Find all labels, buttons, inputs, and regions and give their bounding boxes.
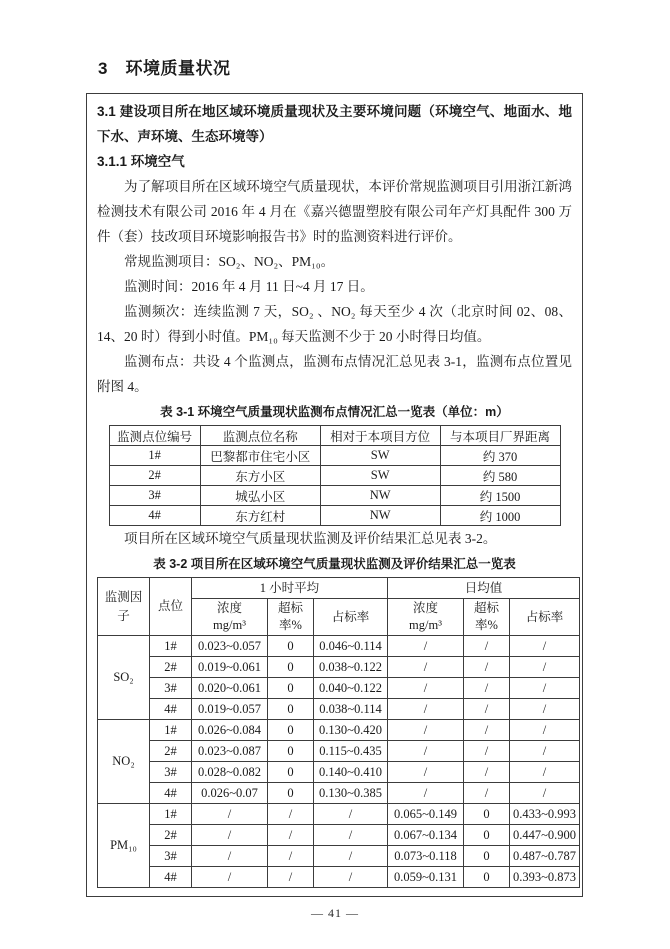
- table-cell: 0.130~0.420: [314, 720, 388, 741]
- table2-title: 表 3-2 项目所在区域环境空气质量现状监测及评价结果汇总一览表: [153, 557, 516, 571]
- table-cell: 城弘小区: [200, 486, 320, 506]
- table-cell: 0.130~0.385: [314, 783, 388, 804]
- column-header: 与本项目厂界距离: [440, 426, 560, 446]
- table-row: [98, 720, 580, 741]
- table-row: [98, 762, 580, 783]
- table-cell: /: [388, 783, 464, 804]
- table2-body: [98, 636, 580, 888]
- table-cell: /: [268, 825, 314, 846]
- table-cell: 0.067~0.134: [388, 825, 464, 846]
- table-cell: /: [510, 657, 580, 678]
- table-row: [98, 699, 580, 720]
- column-subheader: 占标率: [314, 599, 388, 636]
- table-cell: /: [464, 783, 510, 804]
- column-header: 相对于本项目方位: [320, 426, 440, 446]
- table-cell: /: [314, 825, 388, 846]
- paragraph-intro: 为了解项目所在区域环境空气质量现状，本评价常规监测项目引用浙江新鸿检测技术有限公司 2016 年 4 月在《嘉兴德盟塑胶有限公司年产灯具配件 300 万件（套）技改项目环境影响报告书》时的监测资料进行评价。: [97, 179, 572, 244]
- table-cell: /: [192, 804, 268, 825]
- table-cell: /: [388, 678, 464, 699]
- table-cell: 0.393~0.873: [510, 867, 580, 888]
- table-cell: 0.038~0.122: [314, 657, 388, 678]
- table-cell: 2#: [150, 825, 192, 846]
- table-cell: 0: [268, 762, 314, 783]
- table-cell: 0.040~0.122: [314, 678, 388, 699]
- column-header: 监测点位名称: [200, 426, 320, 446]
- table-cell: 0.487~0.787: [510, 846, 580, 867]
- monitoring-points-table: [109, 425, 561, 526]
- table-cell: 0.447~0.900: [510, 825, 580, 846]
- table-cell: 0: [268, 741, 314, 762]
- table-cell: /: [388, 741, 464, 762]
- paragraph-monitoring-time: 监测时间：2016 年 4 月 11 日~4 月 17 日。: [124, 279, 374, 294]
- column-header: 监测点位编号: [109, 426, 200, 446]
- table-cell: 2#: [150, 657, 192, 678]
- table-cell: 巴黎都市住宅小区: [200, 446, 320, 466]
- table-row: [98, 636, 580, 657]
- table1-header: [109, 426, 560, 446]
- table-row: [109, 486, 560, 506]
- table-cell: 0: [464, 825, 510, 846]
- table-cell: 0.046~0.114: [314, 636, 388, 657]
- factor-cell: PM₁₀: [98, 804, 150, 888]
- table-cell: 3#: [150, 846, 192, 867]
- table-cell: /: [192, 825, 268, 846]
- table-cell: 0.026~0.084: [192, 720, 268, 741]
- table-cell: SW: [320, 466, 440, 486]
- table-cell: /: [464, 657, 510, 678]
- table-cell: /: [510, 720, 580, 741]
- table-cell: /: [464, 699, 510, 720]
- table-cell: 0.115~0.435: [314, 741, 388, 762]
- table-cell: /: [388, 657, 464, 678]
- table-cell: 约 1000: [440, 506, 560, 526]
- paragraph-monitoring-items: 常规监测项目：SO₂、NO₂、PM₁₀。: [124, 254, 335, 269]
- table-cell: 0.028~0.082: [192, 762, 268, 783]
- table-cell: /: [510, 678, 580, 699]
- table-cell: 0: [268, 783, 314, 804]
- table-cell: /: [388, 762, 464, 783]
- table-cell: 0.433~0.993: [510, 804, 580, 825]
- table-cell: SW: [320, 446, 440, 466]
- table-cell: 约 370: [440, 446, 560, 466]
- page-number: — 41 —: [311, 906, 359, 920]
- table-cell: 0.019~0.057: [192, 699, 268, 720]
- table-row: [98, 825, 580, 846]
- factor-cell: SO₂: [98, 636, 150, 720]
- table-cell: 约 580: [440, 466, 560, 486]
- paragraph-table2-intro: 项目所在区域环境空气质量现状监测及评价结果汇总见表 3-2。: [124, 531, 497, 546]
- table1-body: [109, 446, 560, 526]
- table-cell: 0: [268, 636, 314, 657]
- table-cell: NW: [320, 486, 440, 506]
- table-cell: 0.059~0.131: [388, 867, 464, 888]
- table-cell: 东方小区: [200, 466, 320, 486]
- table-cell: /: [510, 783, 580, 804]
- table-cell: 0.023~0.057: [192, 636, 268, 657]
- section-heading-3-1: 3.1 建设项目所在地区域环境质量现状及主要环境问题（环境空气、地面水、地下水、声环境、生态环境等）: [97, 104, 572, 144]
- table1-title: 表 3-1 环境空气质量现状监测布点情况汇总一览表（单位：m）: [160, 405, 509, 419]
- column-subheader: 超标 率%: [464, 599, 510, 636]
- table-row: [98, 867, 580, 888]
- table-cell: 0.023~0.087: [192, 741, 268, 762]
- table-cell: /: [268, 846, 314, 867]
- section-box: [86, 93, 583, 897]
- table-cell: 4#: [150, 783, 192, 804]
- column-header-site: 点位: [150, 578, 192, 636]
- table-cell: /: [314, 867, 388, 888]
- table-cell: 0.065~0.149: [388, 804, 464, 825]
- table-row: [98, 741, 580, 762]
- table-cell: 3#: [150, 678, 192, 699]
- table-cell: 0.140~0.410: [314, 762, 388, 783]
- table-row: [109, 446, 560, 466]
- column-subheader: 浓度 mg/m³: [192, 599, 268, 636]
- table-cell: 1#: [150, 636, 192, 657]
- table-cell: 0: [464, 804, 510, 825]
- table-cell: /: [192, 846, 268, 867]
- table-row: [109, 506, 560, 526]
- table1-header-row: [109, 426, 560, 446]
- table-cell: /: [510, 636, 580, 657]
- table-cell: 1#: [150, 804, 192, 825]
- table2-header: [98, 578, 580, 636]
- paragraph-monitoring-points: 监测布点：共设 4 个监测点，监测布点情况汇总见表 3-1，监测布点位置见附图 4。: [97, 354, 572, 394]
- table-row: [98, 804, 580, 825]
- table-row: [109, 466, 560, 486]
- table-cell: 4#: [150, 867, 192, 888]
- table-cell: /: [464, 678, 510, 699]
- table-cell: /: [314, 804, 388, 825]
- table-cell: /: [268, 867, 314, 888]
- table-cell: /: [464, 741, 510, 762]
- table-cell: 0.038~0.114: [314, 699, 388, 720]
- table-cell: 0: [268, 699, 314, 720]
- table2-header-row-1: [98, 578, 580, 599]
- table-row: [98, 783, 580, 804]
- table-cell: /: [314, 846, 388, 867]
- table-cell: /: [464, 636, 510, 657]
- table-cell: /: [388, 720, 464, 741]
- table-cell: 0.026~0.07: [192, 783, 268, 804]
- table-cell: /: [464, 762, 510, 783]
- column-subheader: 占标率: [510, 599, 580, 636]
- table-row: [98, 657, 580, 678]
- page-title: 3 环境质量状况: [98, 59, 231, 78]
- table-cell: 约 1500: [440, 486, 560, 506]
- table-cell: 2#: [150, 741, 192, 762]
- table-row: [98, 678, 580, 699]
- monitoring-results-table: [97, 577, 580, 888]
- column-group-hourly: 1 小时平均: [192, 578, 388, 599]
- table-cell: /: [510, 762, 580, 783]
- table-cell: 4#: [150, 699, 192, 720]
- table-cell: /: [464, 720, 510, 741]
- column-group-daily: 日均值: [388, 578, 580, 599]
- column-subheader: 浓度 mg/m³: [388, 599, 464, 636]
- table-cell: 0.019~0.061: [192, 657, 268, 678]
- factor-cell: NO₂: [98, 720, 150, 804]
- table-cell: 3#: [109, 486, 200, 506]
- table-cell: 3#: [150, 762, 192, 783]
- table-row: [98, 846, 580, 867]
- table-cell: 0: [464, 867, 510, 888]
- table-cell: 0: [268, 678, 314, 699]
- table-cell: 0: [268, 720, 314, 741]
- table-cell: 0: [464, 846, 510, 867]
- section-heading-3-1-1: 3.1.1 环境空气: [97, 154, 185, 169]
- table-cell: /: [388, 636, 464, 657]
- table-cell: /: [388, 699, 464, 720]
- table-cell: 东方红村: [200, 506, 320, 526]
- table-cell: 4#: [109, 506, 200, 526]
- table-cell: 2#: [109, 466, 200, 486]
- document-page: [0, 54, 670, 949]
- table-cell: 0.020~0.061: [192, 678, 268, 699]
- table-cell: /: [192, 867, 268, 888]
- table-cell: 1#: [109, 446, 200, 466]
- table-cell: 0.073~0.118: [388, 846, 464, 867]
- table-cell: NW: [320, 506, 440, 526]
- paragraph-monitoring-frequency: 监测频次：连续监测 7 天，SO₂ 、NO₂ 每天至少 4 次（北京时间 02、08、14、20 时）得到小时值。PM₁₀ 每天监测不少于 20 小时得日均值。: [97, 304, 572, 344]
- table-cell: /: [268, 804, 314, 825]
- column-subheader: 超标 率%: [268, 599, 314, 636]
- table-cell: /: [510, 741, 580, 762]
- table-cell: /: [510, 699, 580, 720]
- table-cell: 1#: [150, 720, 192, 741]
- table-cell: 0: [268, 657, 314, 678]
- column-header-factor: 监测因子: [98, 578, 150, 636]
